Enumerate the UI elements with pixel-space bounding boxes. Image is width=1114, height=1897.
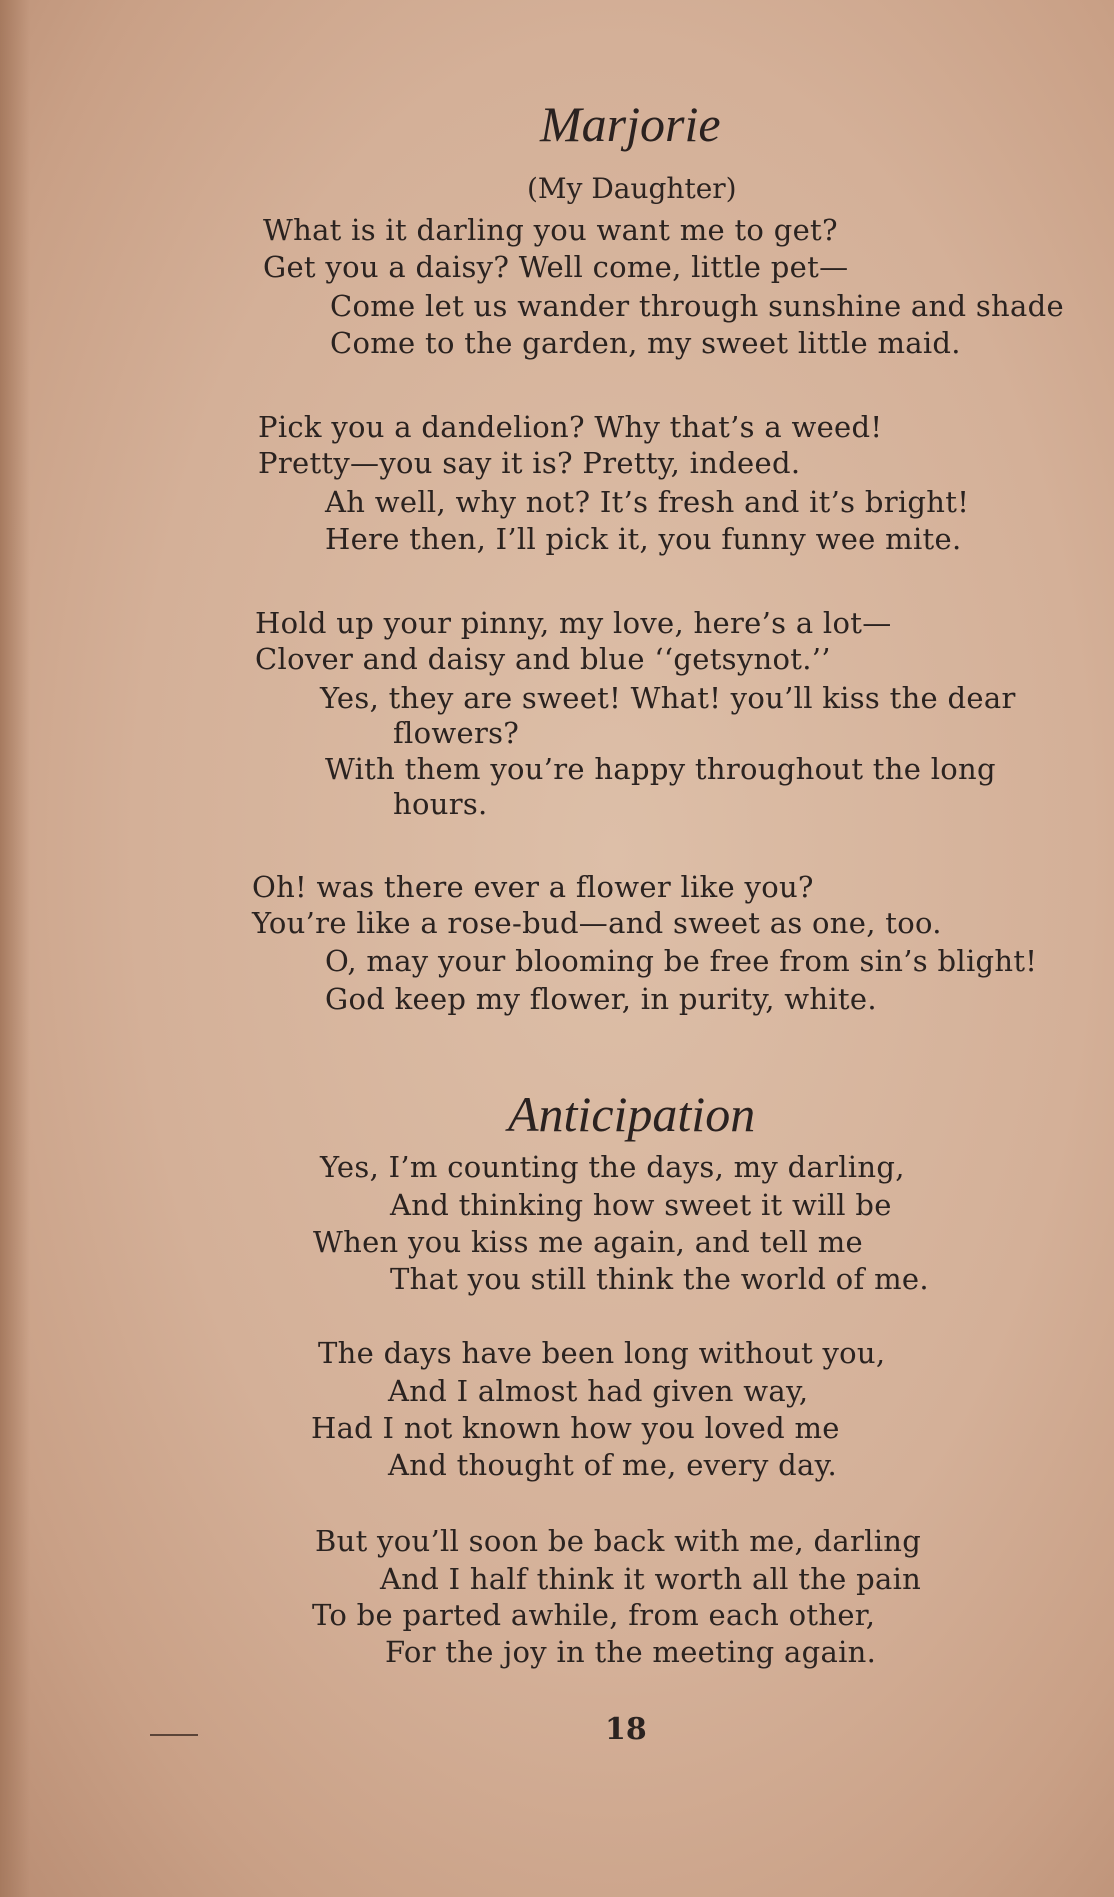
poem-line: Yes, I’m counting the days, my darling,	[320, 1150, 905, 1184]
poem-line: Yes, they are sweet! What! you’ll kiss the dear	[320, 681, 1016, 715]
poem-line: Oh! was there ever a flower like you?	[252, 870, 814, 904]
poem-title-marjorie: Marjorie	[540, 96, 721, 152]
poem-line: hours.	[393, 787, 488, 821]
poem-line: Here then, I’ll pick it, you funny wee mite.	[325, 522, 962, 556]
poem-line: And I almost had given way,	[388, 1374, 809, 1408]
margin-mark	[150, 1734, 198, 1736]
poem-subtitle: (My Daughter)	[527, 172, 737, 205]
poem-line: Pick you a dandelion? Why that’s a weed!	[258, 410, 883, 444]
poem-line: And I half think it worth all the pain	[380, 1562, 922, 1596]
poem-line: You’re like a rose-bud—and sweet as one, too.	[252, 906, 942, 940]
page-number: 18	[605, 1712, 647, 1747]
poem-title-anticipation: Anticipation	[508, 1086, 756, 1142]
poem-line: And thinking how sweet it will be	[390, 1188, 892, 1222]
poem-line: To be parted awhile, from each other,	[312, 1598, 876, 1632]
poem-line: For the joy in the meeting again.	[385, 1635, 877, 1669]
poem-line: Come let us wander through sunshine and shade	[330, 289, 1064, 323]
poem-line: flowers?	[393, 716, 520, 750]
poem-line: The days have been long without you,	[318, 1336, 886, 1370]
poem-line: And thought of me, every day.	[388, 1448, 837, 1482]
poem-line: When you kiss me again, and tell me	[313, 1225, 864, 1259]
poem-line: Hold up your pinny, my love, here’s a lot—	[255, 606, 892, 640]
poem-line: Clover and daisy and blue ‘‘getsynot.’’	[255, 642, 831, 676]
poem-line: Ah well, why not? It’s fresh and it’s bright!	[325, 485, 970, 519]
poem-line: That you still think the world of me.	[390, 1262, 929, 1296]
poem-line: With them you’re happy throughout the long	[325, 752, 996, 786]
poem-line: God keep my flower, in purity, white.	[325, 982, 877, 1016]
poem-line: Come to the garden, my sweet little maid.	[330, 326, 961, 360]
poem-line: Had I not known how you loved me	[311, 1411, 840, 1445]
poem-line: Pretty—you say it is? Pretty, indeed.	[258, 446, 801, 480]
poem-line: O, may your blooming be free from sin’s blight!	[325, 944, 1038, 978]
poem-line: But you’ll soon be back with me, darling	[315, 1524, 922, 1558]
poem-line: Get you a daisy? Well come, little pet—	[263, 250, 849, 284]
poem-line: What is it darling you want me to get?	[263, 213, 838, 247]
page-edge-shadow	[0, 0, 30, 1897]
